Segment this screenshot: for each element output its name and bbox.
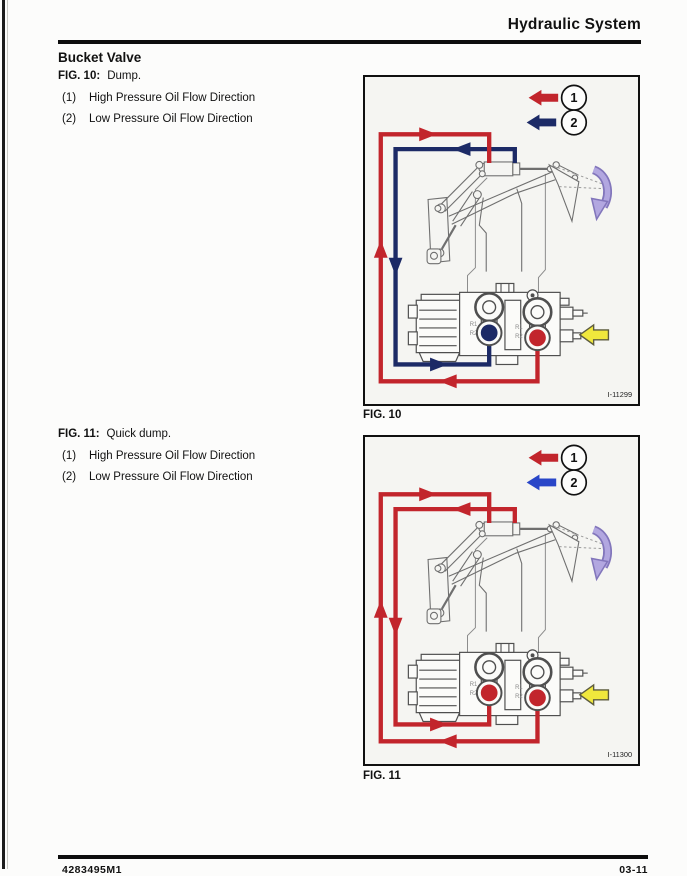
bucket-cylinder-cap xyxy=(513,523,520,535)
figure-10-label: FIG. 10: xyxy=(58,70,101,82)
bucket-cylinder-body xyxy=(484,522,513,536)
legend-number-1: 1 xyxy=(570,90,578,106)
bracket-tab xyxy=(408,305,417,318)
valve-bolt-center xyxy=(531,293,535,297)
pipe-outer-arrow-top xyxy=(419,127,437,141)
pivot-pin xyxy=(473,551,481,559)
pivot-pin xyxy=(479,531,485,537)
legend-item-number: (2) xyxy=(62,471,77,483)
bracket-tab xyxy=(408,332,417,345)
page-header-title: Hydraulic System xyxy=(507,16,641,33)
page-spine-shadow xyxy=(7,0,8,869)
bracket-tab xyxy=(408,665,417,678)
valve-bracket xyxy=(416,660,459,712)
upper-link xyxy=(440,525,480,566)
section-heading: Bucket Valve xyxy=(58,50,142,65)
spade-pin xyxy=(573,333,581,339)
open-port-right-hole xyxy=(531,306,544,319)
port-fill-left xyxy=(481,684,498,701)
figure-10-title-row xyxy=(58,70,141,82)
port-fill-right xyxy=(529,329,546,346)
valve-bolt-center xyxy=(531,653,535,657)
machine-body-outline xyxy=(517,549,522,632)
bracket-skirt xyxy=(419,353,459,362)
fitting-hole xyxy=(431,612,438,619)
figure-11-title-row xyxy=(58,428,171,440)
pipe-outer-arrow-left xyxy=(374,600,388,618)
hydraulic-diagram-svg xyxy=(365,437,638,764)
open-port-left-hole xyxy=(483,301,496,314)
open-port-right-hole xyxy=(531,666,544,679)
port-label: R1 xyxy=(469,321,478,328)
pivot-pin xyxy=(479,171,485,177)
figure-11-legend-item-2 xyxy=(62,471,253,483)
footer-page-number: 03-11 xyxy=(619,864,648,876)
legend-item-number: (1) xyxy=(62,92,77,104)
legend-arrow-2-icon xyxy=(527,115,557,131)
spade-connector xyxy=(560,307,573,319)
pivot-pin xyxy=(473,191,481,199)
figure-11-label: FIG. 11: xyxy=(58,428,100,440)
legend-number-2: 2 xyxy=(570,474,578,490)
header-rule xyxy=(58,40,641,44)
figure-11-description: Quick dump. xyxy=(106,428,172,440)
hose-line-right xyxy=(538,174,545,296)
legend-item-text: Low Pressure Oil Flow Direction xyxy=(89,471,253,483)
pipe-inner-arrow-left xyxy=(389,618,403,636)
image-id-label: I-11299 xyxy=(607,390,633,400)
valve-bottom-tab xyxy=(496,716,518,725)
legend-arrow-2-icon xyxy=(527,475,557,491)
figure-11-frame xyxy=(363,435,640,766)
valve-top-boss xyxy=(496,643,514,652)
pipe-outer-arrow-top xyxy=(419,487,437,501)
connector-tab xyxy=(560,658,569,665)
footer-rule xyxy=(58,855,648,859)
bucket-cylinder-cap xyxy=(513,163,520,175)
spade-connector xyxy=(560,667,573,679)
port-label: R2 xyxy=(469,330,478,337)
pivot-pin xyxy=(435,205,441,211)
legend-number-1: 1 xyxy=(570,450,578,466)
port-label: R2 xyxy=(469,690,478,697)
fitting-hole xyxy=(431,252,438,259)
highlight-arrow-icon xyxy=(580,325,609,345)
boom-beam xyxy=(515,540,555,554)
valve-bottom-tab xyxy=(496,356,518,365)
spade-pin xyxy=(573,310,583,316)
figure-10-caption: FIG. 10 xyxy=(363,409,402,421)
pipe-inner-arrow-top xyxy=(453,142,471,156)
connector-tab xyxy=(560,298,569,305)
legend-item-text: Low Pressure Oil Flow Direction xyxy=(89,113,253,125)
spade-connector xyxy=(560,690,573,702)
port-fill-left xyxy=(481,324,498,341)
pipe-outer-arrow-bottom xyxy=(439,734,457,748)
port-label: R2 xyxy=(515,333,523,340)
lift-cylinder xyxy=(453,192,473,222)
bracket-skirt xyxy=(419,713,459,722)
pivot-pin xyxy=(476,161,483,168)
legend-item-number: (1) xyxy=(62,450,77,462)
spade-pin xyxy=(573,670,583,676)
pipe-inner-arrow-left xyxy=(389,258,403,276)
legend-arrow-1-icon xyxy=(529,90,559,106)
boom-beam xyxy=(515,180,555,194)
figure-10-description: Dump. xyxy=(107,70,142,82)
hydraulic-diagram-svg xyxy=(365,77,638,404)
footer-document-number: 4283495M1 xyxy=(62,864,122,876)
bucket-rotation-arrowhead-icon xyxy=(592,199,608,220)
machine-body-outline xyxy=(517,189,522,272)
spade-connector xyxy=(560,330,573,342)
figure-11-caption: FIG. 11 xyxy=(363,770,401,782)
valve-bracket xyxy=(416,300,459,352)
legend-number-2: 2 xyxy=(570,114,578,130)
pivot-pin xyxy=(435,565,441,571)
port-label: R2 xyxy=(515,693,523,700)
valve-top-boss xyxy=(496,283,514,292)
legend-item-text: High Pressure Oil Flow Direction xyxy=(89,92,256,104)
pivot-pin xyxy=(476,521,483,528)
port-label: R1 xyxy=(515,684,523,691)
bracket-tab xyxy=(408,692,417,705)
hose-line-right xyxy=(538,534,545,656)
page-spine-line xyxy=(2,0,5,869)
pipe-outer-arrow-left xyxy=(374,240,388,258)
figure-11-legend-item-1 xyxy=(62,450,255,462)
pipe-outer-arrow-bottom xyxy=(439,374,457,388)
upper-link xyxy=(440,165,480,206)
highlight-arrow-icon xyxy=(580,685,609,705)
figure-11-diagram xyxy=(365,437,638,764)
lift-cylinder xyxy=(453,552,473,582)
image-id-label: I-11300 xyxy=(607,750,633,760)
port-fill-right xyxy=(529,689,546,706)
boom-beam xyxy=(449,532,552,576)
legend-arrow-1-icon xyxy=(529,450,559,466)
spade-pin xyxy=(573,693,581,699)
legend-item-text: High Pressure Oil Flow Direction xyxy=(89,450,256,462)
pipe-inner-arrow-top xyxy=(453,502,471,516)
port-label: R1 xyxy=(469,681,478,688)
figure-10-frame xyxy=(363,75,640,406)
figure-10-diagram xyxy=(365,77,638,404)
figure-10-legend-item-1 xyxy=(62,92,255,104)
bucket-cylinder-body xyxy=(484,162,513,176)
legend-item-number: (2) xyxy=(62,113,77,125)
bucket-rotation-arrowhead-icon xyxy=(592,559,608,580)
open-port-left-hole xyxy=(483,661,496,674)
figure-10-legend-item-2 xyxy=(62,113,253,125)
port-label: R1 xyxy=(515,324,523,331)
boom-beam xyxy=(449,172,552,216)
